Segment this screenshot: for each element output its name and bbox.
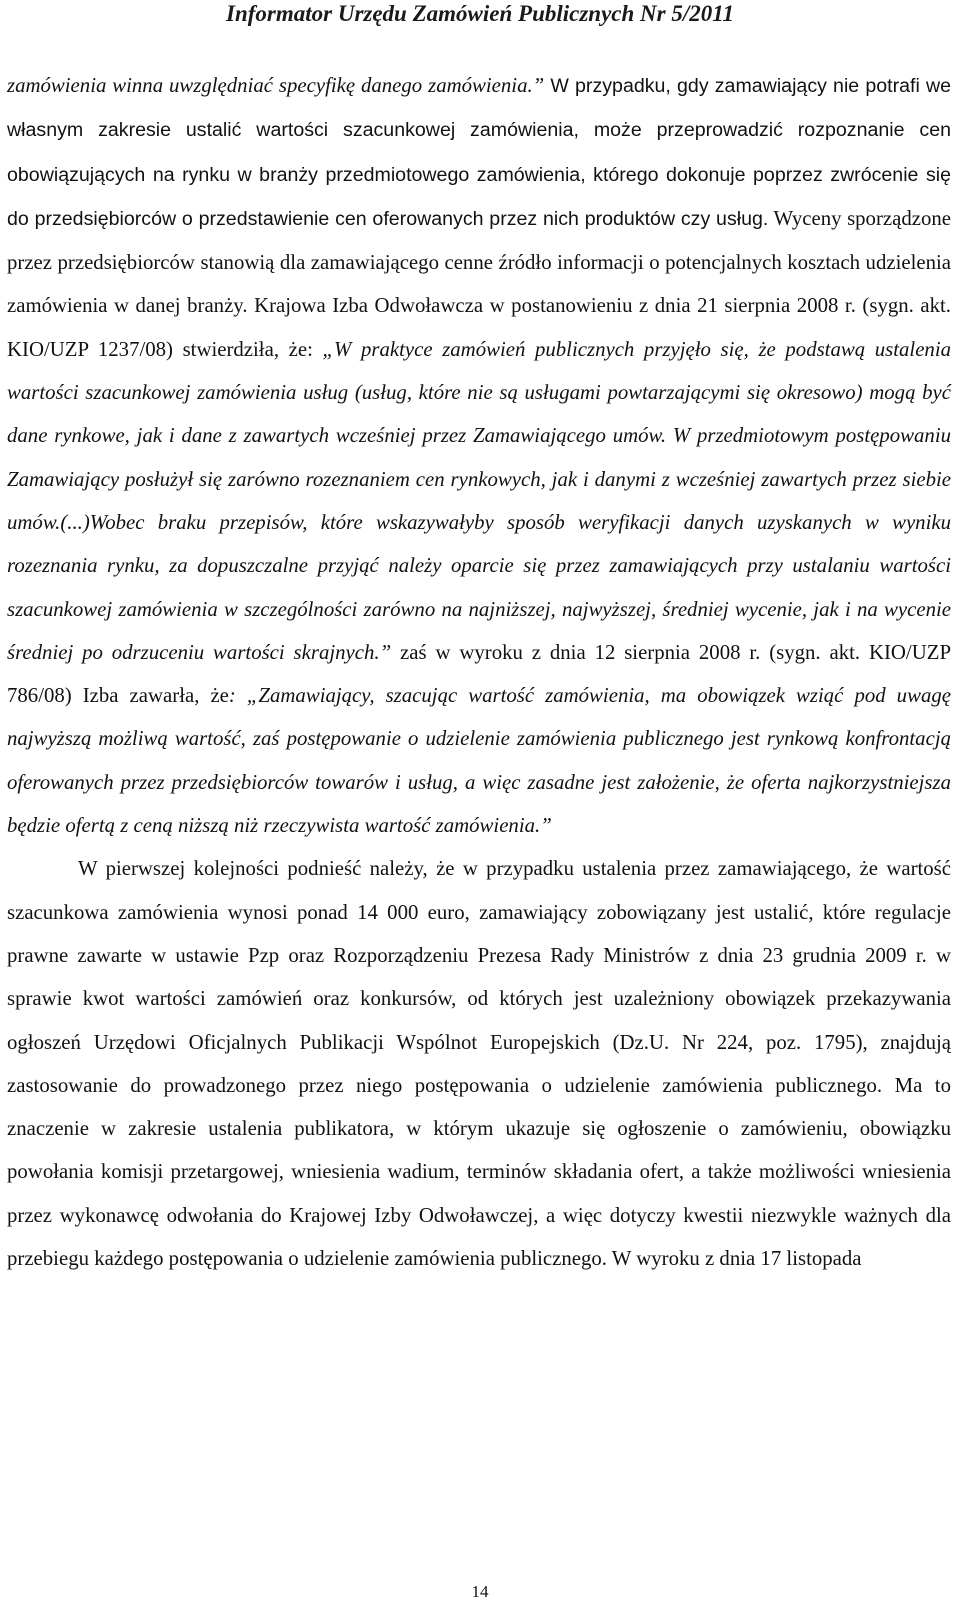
paragraph-1: [7, 64, 951, 847]
page-header: [0, 0, 960, 32]
header-title: Informator Urzędu Zamówień Publicznych Nr 5/2011: [226, 1, 734, 26]
page-number: 14: [471, 1582, 489, 1601]
document-body: [7, 64, 951, 1280]
quote-fragment: zamówienia winna uwzględniać specyfikę danego zamówienia.”: [7, 74, 545, 97]
text-run: W przypadku, gdy zamawiający nie potrafi we własnym zakresie ustalić wartości szacunkowej zamówienia, może przeprowadzić rozpoznanie cen obowiązujących na rynku w branży przedmiotowego zamówienia, którego dokonuje poprzez zwrócenie się do przedsiębiorców o przedstawienie cen oferowanych przez nich produktów czy usług.: [7, 75, 951, 230]
text-run: Wyceny sporządzone przez przedsiębiorców stanowią dla zamawiającego cenne źródło informacji o potencjalnych kosztach udzielenia zamówienia w danej branży. Krajowa Izba Odwoławcza w postanowieniu z dnia 21 sierpnia 2008 r. (sygn. akt. KIO/UZP 1237/08) stwierdziła, że:: [7, 206, 951, 361]
text-run: zaś w wyroku z dnia 12 sierpnia 2008 r. (sygn. akt. KIO/UZP 786/08) Izba zawarła, że: [7, 640, 952, 708]
paragraph-2: W pierwszej kolejności podnieść należy, że w przypadku ustalenia przez zamawiającego, że wartość szacunkowa zamówienia wynosi ponad 14 000 euro, zamawiający zobowiązany jest ustalić, które regulacje prawne zawarte w ustawie Pzp oraz Rozporządzeniu Prezesa Rady Ministrów z dnia 23 grudnia 2009 r. w sprawie kwot wartości zamówień oraz konkursów, od których jest uzależniony obowiązek przekazywania ogłoszeń Urzędowi Oficjalnych Publikacji Wspólnot Europejskich (Dz.U. Nr 224, poz. 1795), znajdują zastosowanie do prowadzonego przez niego postępowania o udzielenie zamówienia publicznego. Ma to znaczenie w zakresie ustalenia publikatora, w którym ukazuje się ogłoszenie o zamówieniu, obowiązku powołania komisji przetargowej, wniesienia wadium, terminów składania ofert, a także możliwości wniesienia przez wykonawcę odwołania do Krajowej Izby Odwoławczej, a więc dotyczy kwestii niezwykle ważnych dla przebiegu każdego postępowania o udzielenie zamówienia publicznego. W wyroku z dnia 17 listopada: [7, 857, 951, 1271]
quote-kio-786: : „Zamawiający, szacując wartość zamówienia, ma obowiązek wziąć pod uwagę najwyższą możliwą wartość, zaś postępowanie o udzielenie zamówienia publicznego jest rynkową konfrontacją oferowanych przez przedsiębiorców towarów i usług, a więc zasadne jest założenie, że oferta najkorzystniejsza będzie ofertą z ceną niższą niż rzeczywista wartość zamówienia.”: [7, 684, 951, 838]
quote-kio-1237: „W praktyce zamówień publicznych przyjęło się, że podstawą ustalenia wartości szacunkowej zamówienia usług (usług, które nie są usługami powtarzającymi się okresowo) mogą być dane rynkowe, jak i dane z zawartych wcześniej przez Zamawiającego umów. W przedmiotowym postępowaniu Zamawiający posłużył się zarówno rozeznaniem cen rynkowych, jak i danymi z wcześniej zawartych przez siebie umów.(...)Wobec braku przepisów, które wskazywałyby sposób weryfikacji danych uzyskanych w wyniku rozeznania rynku, za dopuszczalne przyjąć należy oparcie się przez zamawiających przy ustalaniu wartości szacunkowej zamówienia w szczególności zarówno na najniższej, najwyższej, średniej wycenie, jak i na wycenie średniej po odrzuceniu wartości skrajnych.”: [7, 337, 951, 664]
